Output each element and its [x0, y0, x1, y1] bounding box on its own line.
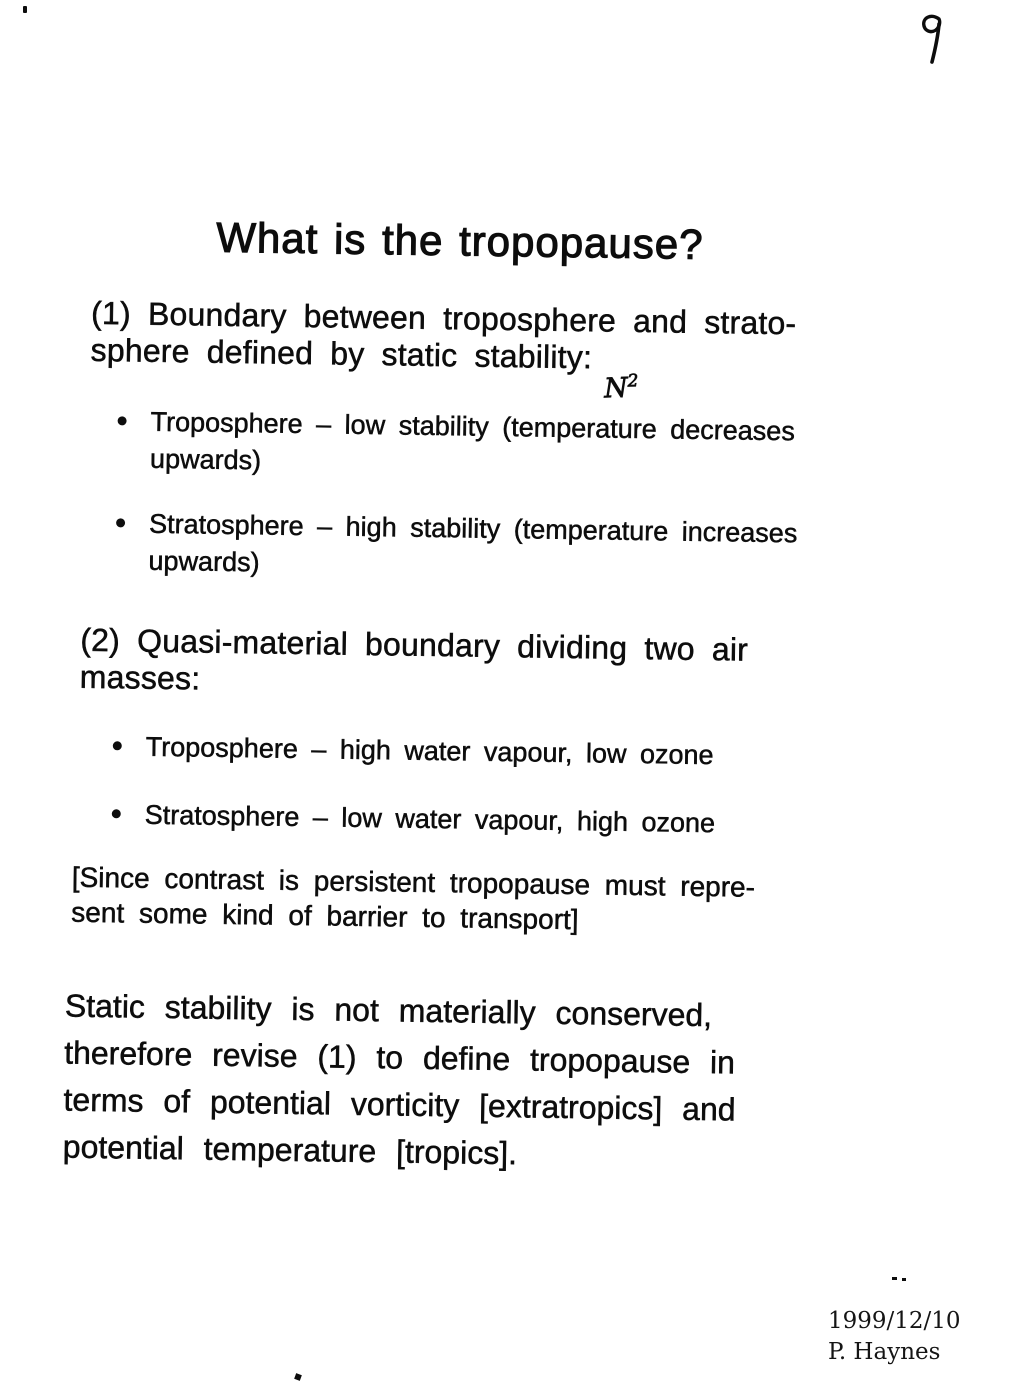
n-squared-base: N — [603, 372, 629, 405]
bullet-line: upwards) — [149, 443, 262, 476]
bullet-dot-icon — [113, 741, 122, 750]
bullet-line: Troposphere – high water vapour, low ozone — [145, 731, 714, 771]
bullet-dot-icon — [112, 809, 121, 818]
section-1-heading — [90, 295, 796, 379]
footer-author: P. Haynes — [828, 1339, 941, 1365]
handwritten-n-squared-annotation — [604, 371, 640, 404]
bullet-item-stratosphere-composition — [111, 796, 715, 842]
conclusion-line-4: potential temperature [tropics]. — [62, 1128, 518, 1172]
section-2-heading — [80, 622, 749, 706]
bullet-line: Stratosphere – low water vapour, high ozone — [144, 799, 716, 839]
n-squared-exponent: 2 — [627, 371, 639, 392]
bullet-item-stratosphere-stability — [115, 505, 797, 589]
section-2-heading-line-2: masses: — [79, 658, 201, 697]
conclusion-line-1: Static stability is not materially conserved, — [64, 987, 713, 1034]
bracketed-note-line-2: sent some kind of barrier to transport] — [71, 896, 579, 936]
conclusion-line-2: therefore revise (1) to define tropopause in — [63, 1034, 736, 1081]
bullet-line: upwards) — [148, 545, 260, 578]
slide-title: What is the tropopause? — [216, 213, 704, 268]
bullet-item-troposphere-composition — [113, 728, 714, 774]
slide-footer — [828, 1306, 961, 1368]
section-2-heading-line-1: (2) Quasi-material boundary dividing two air — [80, 621, 749, 668]
conclusion-paragraph — [62, 983, 737, 1181]
bullet-item-troposphere-stability — [117, 403, 795, 487]
conclusion-line-3: terms of potential vorticity [extratropics] and — [63, 1081, 736, 1128]
bullet-dot-icon — [118, 416, 127, 425]
bullet-line: Stratosphere – high stability (temperature increases — [148, 508, 798, 549]
bracketed-note — [71, 860, 755, 940]
bullet-dot-icon — [116, 518, 125, 527]
bracketed-note-line-1: [Since contrast is persistent tropopause must repre- — [71, 861, 756, 903]
section-1-heading-line-2: sphere defined by static stability: — [90, 331, 593, 376]
section-1-heading-line-1: (1) Boundary between troposphere and strato- — [90, 294, 797, 342]
bullet-line: Troposphere – low stability (temperature decreases — [150, 406, 796, 447]
footer-date: 1999/12/10 — [828, 1308, 961, 1334]
